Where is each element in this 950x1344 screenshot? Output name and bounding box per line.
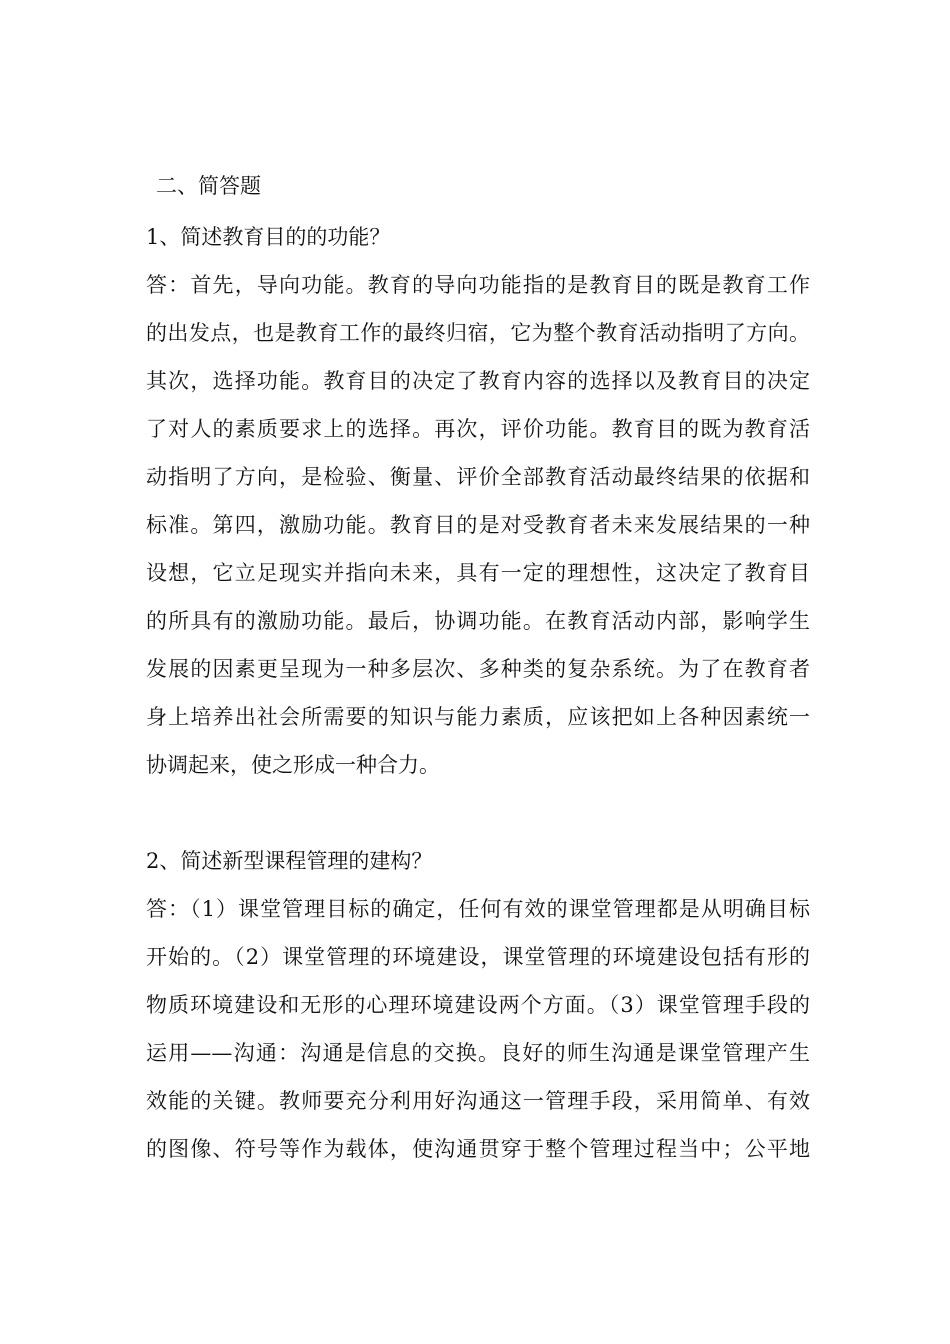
q1-answer-line: 了对人的素质要求上的选择。再次，评价功能。教育目的既为教育活	[146, 417, 810, 441]
q1-answer-line: 其次，选择功能。教育目的决定了教育内容的选择以及教育目的决定	[146, 369, 810, 393]
q2-answer-line: 物质环境建设和无形的心理环境建设两个方面。（3）课堂管理手段的	[146, 993, 810, 1017]
q1-answer-line: 设想，它立足现实并指向未来，具有一定的理想性，这决定了教育目	[146, 561, 810, 585]
q1-answer-line: 发展的因素更呈现为一种多层次、多种类的复杂系统。为了在教育者	[146, 657, 810, 681]
question-2-title: 2、简述新型课程管理的建构？	[146, 849, 433, 873]
question-1-title: 1、简述教育目的的功能？	[146, 225, 391, 249]
q2-answer-line: 答：（1）课堂管理目标的确定，任何有效的课堂管理都是从明确目标	[146, 897, 810, 921]
q2-answer-line: 开始的。（2）课堂管理的环境建设，课堂管理的环境建设包括有形的	[146, 945, 810, 969]
q1-answer-line: 的所具有的激励功能。最后，协调功能。在教育活动内部，影响学生	[146, 609, 810, 633]
q2-answer-line: 运用——沟通：沟通是信息的交换。良好的师生沟通是课堂管理产生	[146, 1041, 810, 1065]
q2-answer-line: 效能的关键。教师要充分利用好沟通这一管理手段，采用简单、有效	[146, 1089, 810, 1113]
q2-answer-line: 的图像、符号等作为载体，使沟通贯穿于整个管理过程当中；公平地	[146, 1137, 810, 1161]
q1-answer-line: 身上培养出社会所需要的知识与能力素质，应该把如上各种因素统一	[146, 705, 810, 729]
q1-answer-line: 动指明了方向，是检验、衡量、评价全部教育活动最终结果的依据和	[146, 465, 810, 489]
q1-answer-line: 协调起来，使之形成一种合力。	[146, 753, 440, 777]
q1-answer-line: 答：首先，导向功能。教育的导向功能指的是教育目的既是教育工作	[146, 273, 810, 297]
q1-answer-line: 标准。第四，激励功能。教育目的是对受教育者未来发展结果的一种	[146, 513, 810, 537]
section-title: 二、简答题	[156, 174, 261, 198]
q1-answer-line: 的出发点，也是教育工作的最终归宿，它为整个教育活动指明了方向。	[146, 321, 810, 345]
